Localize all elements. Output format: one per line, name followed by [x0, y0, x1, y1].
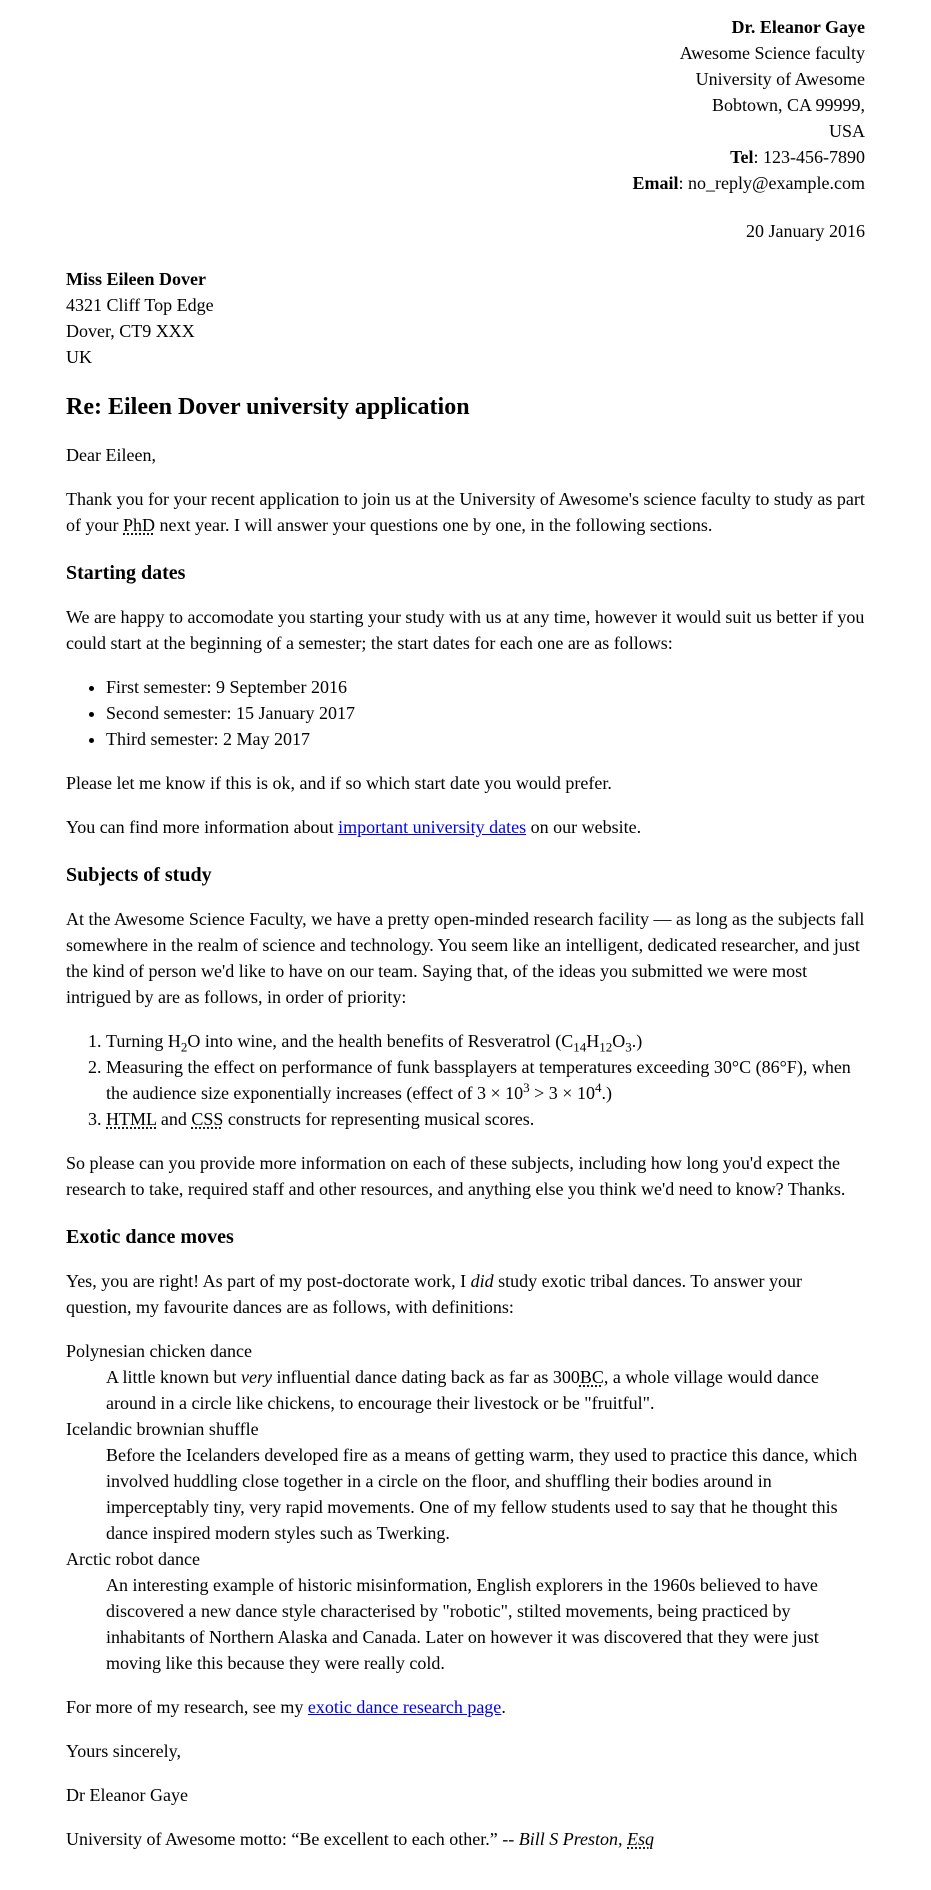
greeting: Dear Eileen, [66, 445, 156, 465]
semester-list [66, 674, 865, 752]
research-text: For more of my research, see my [66, 1697, 308, 1717]
subscript: 14 [573, 1039, 587, 1055]
heading-starting-dates: Starting dates [66, 562, 186, 584]
tel-label: Tel [730, 147, 754, 167]
starting-dates-followup: Please let me know if this is ok, and if so which start date you would prefer. [66, 773, 612, 793]
motto-citation [519, 1829, 654, 1849]
item-text: constructs for representing musical scores. [223, 1109, 535, 1129]
list-item [106, 1028, 865, 1054]
abbr-bc: BC [579, 1367, 604, 1387]
letter-title: Re: Eileen Dover university application [66, 394, 470, 420]
sender-tel [66, 144, 865, 170]
subscript: 3 [625, 1039, 632, 1055]
dance-term: Arctic robot dance [66, 1549, 200, 1569]
sender-address-line: USA [828, 121, 865, 141]
more-info-paragraph [66, 814, 865, 840]
research-paragraph [66, 1694, 865, 1720]
list-item: • Second semester: 15 January 2017 [106, 700, 865, 726]
item-text: and [156, 1109, 192, 1129]
research-text: . [501, 1697, 506, 1717]
item-text: Turning H [106, 1031, 181, 1051]
dance-term: Polynesian chicken dance [66, 1341, 252, 1361]
subjects-closing: So please can you provide more information on each of these subjects, including how long you'd expect the research to take, required staff and other resources, and anything else you think we'd need to know? Thanks. [66, 1153, 846, 1199]
letter-date: 20 January 2016 [746, 221, 865, 241]
list-item: • First semester: 9 September 2016 [106, 674, 865, 700]
dances-intro-text: Yes, you are right! As part of my post-doctorate work, I [66, 1271, 471, 1291]
signature-block [66, 1738, 865, 1852]
list-item: • Third semester: 2 May 2017 [106, 726, 865, 752]
sender-address-line: Bobtown, CA 99999, [711, 95, 865, 115]
sender-address [66, 14, 865, 196]
emphasis: did [470, 1271, 494, 1291]
abbr-esq: Esq [627, 1829, 655, 1849]
item-text: H [586, 1031, 600, 1051]
recipient-address-line: Dover, CT9 XXX [66, 321, 195, 341]
intro-text: next year. I will answer your questions one by one, in the following sections. [155, 515, 713, 535]
item-text: O into wine, and the health benefits of Resveratrol (C [187, 1031, 574, 1051]
item-text: > 3 × 10 [529, 1083, 595, 1103]
email-value: : no_reply@example.com [678, 173, 865, 193]
subjects-list [66, 1028, 865, 1132]
signature-name: Dr Eleanor Gaye [66, 1785, 188, 1805]
superscript: 3 [523, 1080, 530, 1095]
tel-value: : 123-456-7890 [753, 147, 865, 167]
item-text: .) [631, 1031, 643, 1051]
valediction: Yours sincerely, [66, 1741, 181, 1761]
abbr-phd: PhD [123, 515, 156, 535]
starting-dates-paragraph: We are happy to accomodate you starting your study with us at any time, however it would suit us better if you could start at the beginning of a semester; the start dates for each one are as follows: [66, 607, 865, 653]
sender-name: Dr. Eleanor Gaye [731, 17, 865, 37]
list-item [106, 1054, 865, 1106]
definition-text: , a whole village would dance around in a circle like chickens, to encourage their livestock or be "fruitful". [106, 1367, 819, 1413]
subscript: 12 [599, 1039, 613, 1055]
dances-intro-text: study exotic tribal dances. To answer your question, my favourite dances are as follows, with definitions: [66, 1271, 802, 1317]
dance-definition: Before the Icelanders developed fire as a means of getting warm, they used to practice this dance, which involved huddling close together in a circle on the floor, and shuffling their bodies around in imperceptably tiny, very rapid movements. One of my fellow students used to say that he thought this dance inspired modern styles such as Twerking. [106, 1445, 858, 1543]
recipient-name: Miss Eileen Dover [66, 269, 206, 289]
recipient-address-line: 4321 Cliff Top Edge [66, 295, 214, 315]
item-text: .) [601, 1083, 612, 1103]
important-dates-link[interactable]: important university dates [338, 817, 527, 837]
definition-text: influential dance dating back as far as 300 [271, 1367, 580, 1387]
sender-email [66, 170, 865, 196]
dance-definition [106, 1364, 865, 1416]
heading-dances: Exotic dance moves [66, 1226, 234, 1248]
more-info-text: on our website. [526, 817, 642, 837]
item-text: Measuring the effect on performance of funk bassplayers at temperatures exceeding 30°C (86°F), when the audience size exponentially increases (effect of 3 × 10 [106, 1057, 851, 1103]
abbr-html: HTML [106, 1109, 157, 1129]
dance-definition: An interesting example of historic misinformation, English explorers in the 1960s believed to have discovered a new dance style characterised by "robotic", stilted movements, being practiced by inhabitants of Northern Alaska and Canada. Later on however it was discovered that they were just moving like this because they were really cold. [106, 1575, 819, 1673]
dances-intro [66, 1268, 865, 1320]
definition-text: A little known but [106, 1367, 241, 1387]
subscript: 2 [180, 1039, 188, 1055]
item-text: O [612, 1031, 626, 1051]
emphasis: very [241, 1367, 272, 1387]
list-item [106, 1106, 865, 1132]
citation-text: Bill S Preston, [518, 1829, 628, 1849]
superscript: 4 [594, 1080, 602, 1095]
more-info-text: You can find more information about [66, 817, 339, 837]
sender-address-line: Awesome Science faculty [679, 43, 865, 63]
abbr-css: CSS [191, 1109, 224, 1129]
sender-address-line: University of Awesome [695, 69, 865, 89]
motto [66, 1826, 865, 1852]
dance-research-link[interactable]: exotic dance research page [307, 1697, 502, 1717]
subjects-paragraph: At the Awesome Science Faculty, we have a pretty open-minded research facility — as long as the subjects fall somewhere in the realm of science and technology. You seem like an intelligent, dedicated researcher, and just the kind of person we'd like to have on our team. Saying that, of the ideas you submitted we were most intrigued by are as follows, in order of priority: [66, 909, 865, 1007]
recipient-address-line: UK [66, 347, 92, 367]
intro-paragraph [66, 486, 865, 538]
motto-text: University of Awesome motto: “Be excellent to each other.” -- [66, 1829, 519, 1849]
email-label: Email [632, 173, 679, 193]
recipient-address [66, 266, 865, 370]
heading-subjects: Subjects of study [66, 864, 212, 886]
dance-definitions [66, 1338, 865, 1676]
dance-term: Icelandic brownian shuffle [66, 1419, 259, 1439]
intro-text: Thank you for your recent application to join us at the University of Awesome's science faculty to study as part of your [66, 489, 865, 535]
